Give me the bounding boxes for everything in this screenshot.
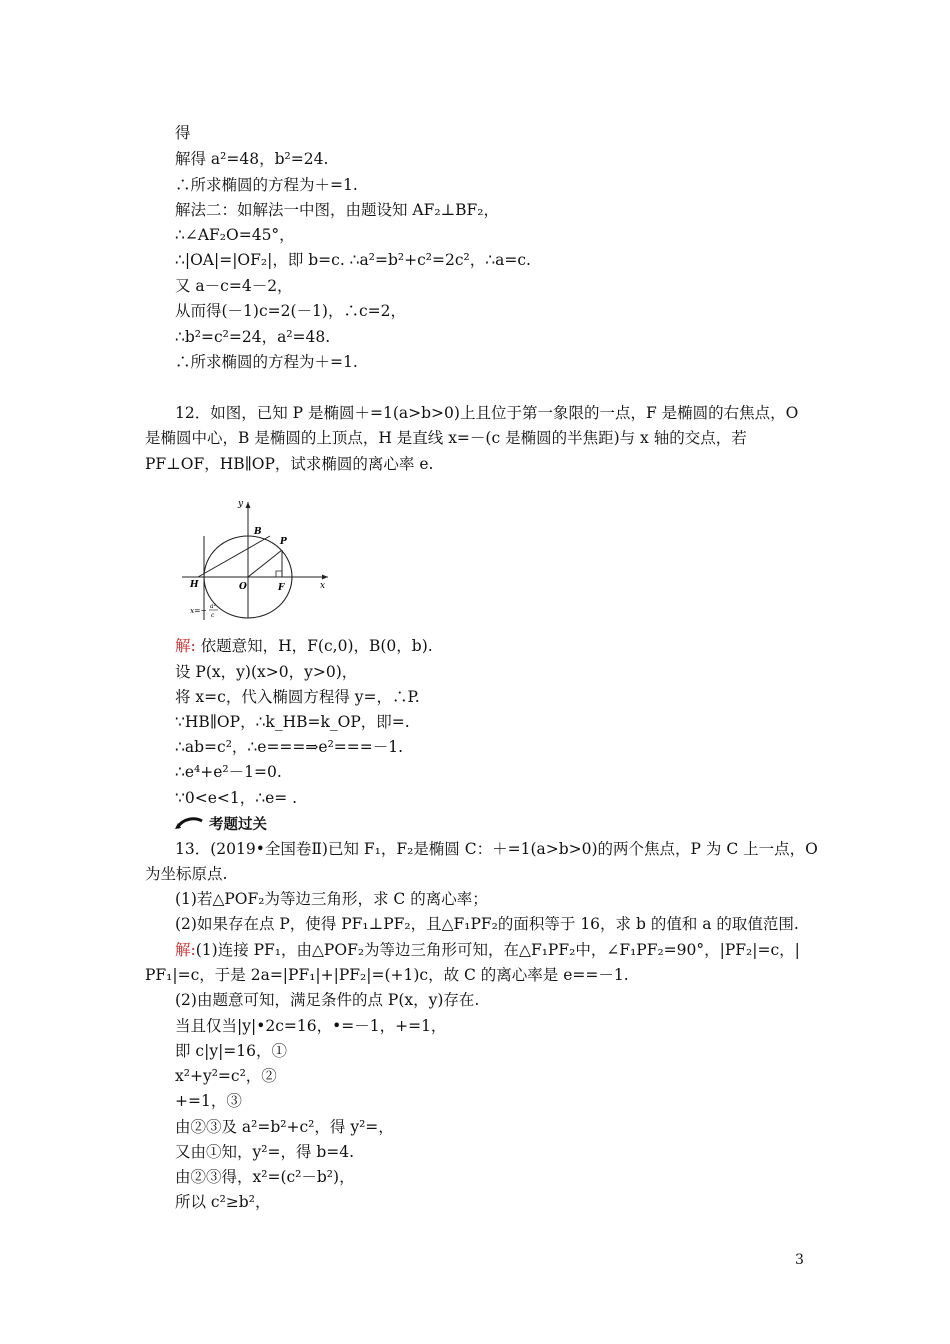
text-line: (2)由题意可知，满足条件的点 P(x，y)存在. [175,991,480,1009]
curved-arrow-icon [175,816,205,830]
point-B-label: B [254,527,262,537]
text-line: 设 P(x，y)(x>0，y>0)， [175,663,358,681]
ellipse-figure [182,498,332,623]
directrix-label: x=− [190,606,207,615]
directrix-numerator: a² [210,603,216,610]
text-line: 又 a－c=4－2， [175,277,293,295]
text-line: 由②③及 a²=b²+c²，得 y²=， [175,1118,394,1136]
section-title: 考题过关 [209,816,267,833]
problem-13-line-2: 为坐标原点. [145,865,228,883]
text-line: (1)若△POF₂为等边三角形，求 C 的离心率； [175,890,488,908]
problem-12-line-2: 是椭圆中心，B 是椭圆的上顶点，H 是直线 x=－(c 是椭圆的半焦距)与 x 轴的交点，若 [145,429,747,447]
x-axis-label: x [320,581,326,591]
right-angle-mark [276,571,282,577]
text-line: ∵HB∥OP，∴k_HB=k_OP，即=. [175,713,410,731]
text-line: ∴ab=c²，∴e===⇒e²===－1. [175,738,404,756]
text-line: ∵0<e<1，∴e= . [175,789,298,807]
problem-12-line-3: PF⊥OF，HB∥OP，试求椭圆的离心率 e. [145,455,434,473]
text-line: PF₁|=c，于是 2a=|PF₁|+|PF₂|=(+1)c，故 C 的离心率是 e==－1. [145,966,629,984]
x-axis-arrow [322,575,328,580]
problem-13-line-1: 13．(2019•全国卷Ⅱ)已知 F₁，F₂是椭圆 C：＋=1(a>b>0)的两个焦点，P 为 C 上一点，O [175,840,818,858]
text-line: 即 c|y|=16，① [175,1042,288,1060]
text-line: 将 x=c，代入椭圆方程得 y=，∴P. [175,688,420,706]
line-OP [248,550,282,577]
text-line: 得 [175,124,191,142]
y-axis-arrow [246,502,251,508]
point-F-label: F [278,583,285,593]
text-line: 又由①知，y²=，得 b=4. [175,1143,355,1161]
solution-label: 解: [175,941,196,959]
text-line: 解法二：如解法一中图，由题设知 AF₂⊥BF₂， [175,201,500,219]
text-line: 由②③得，x²=(c²－b²)， [175,1168,355,1186]
text-line: ∴b²=c²=24，a²=48. [175,328,331,346]
page-number: 3 [795,1252,804,1268]
solution-12-line: 解: 依题意知，H，F(c,0)，B(0，b). [175,637,433,655]
y-axis-label: y [238,499,244,509]
point-P-label: P [280,537,287,547]
text-line: 所以 c²≥b²， [175,1193,271,1211]
section-header [175,813,267,833]
text-line: x²+y²=c²，② [175,1067,277,1085]
point-O-label: O [239,582,247,592]
point-H-label: H [190,580,199,590]
text-line: ∴|OA|=|OF₂|，即 b=c. ∴a²=b²+c²=2c²，∴a=c. [175,251,531,269]
problem-12-line-1: 12．如图，已知 P 是椭圆＋=1(a>b>0)上且位于第一象限的一点，F 是椭圆的右焦点，O [175,404,799,422]
text-line: ∴所求椭圆的方程为＋=1. [175,176,358,194]
text-line: +=1，③ [175,1092,242,1110]
text-line: ∴e⁴+e²－1=0. [175,763,282,781]
text-line: ∴∠AF₂O=45°， [175,226,295,244]
directrix-denominator: c [211,612,215,619]
text-line: 从而得(－1)c=2(－1)，∴c=2， [175,302,406,320]
solution-13-line: 解:(1)连接 PF₁，由△POF₂为等边三角形可知，在△F₁PF₂中，∠F₁PF₂=90°，|PF₂|=c，| [175,941,800,959]
text-line: 当且仅当|y|•2c=16，•=－1，+=1， [175,1017,447,1035]
text-line: (2)如果存在点 P，使得 PF₁⊥PF₂，且△F₁PF₂的面积等于 16，求 b 的值和 a 的取值范围. [175,915,799,933]
text-line: 解得 a²=48，b²=24. [175,150,329,168]
text-line: ∴所求椭圆的方程为＋=1. [175,353,358,371]
solution-label: 解: [175,637,196,655]
line-HB [198,536,270,577]
